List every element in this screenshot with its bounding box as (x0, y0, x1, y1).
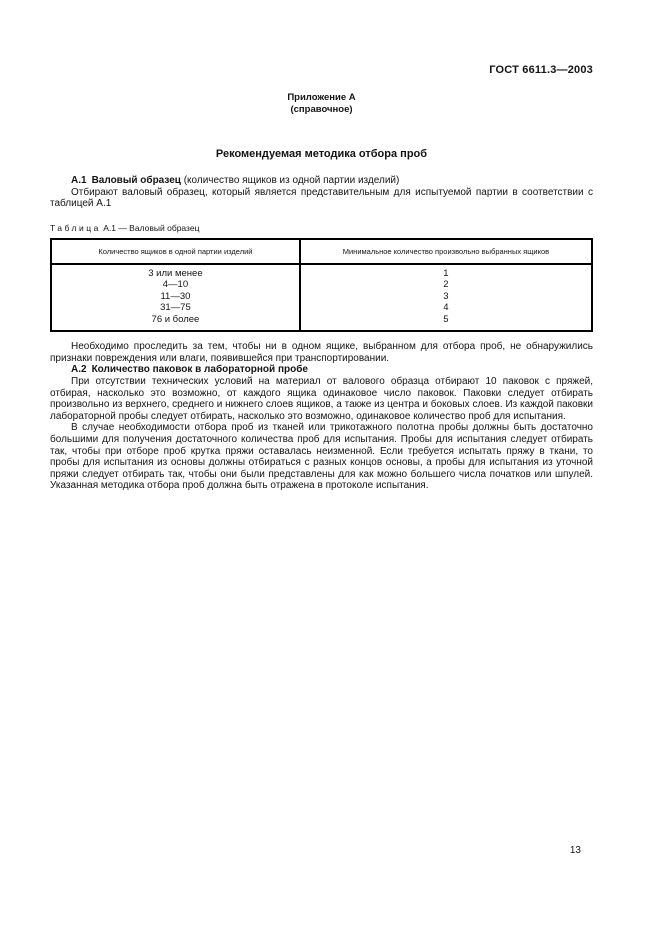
section-a1-title: Валовый образец (91, 175, 181, 186)
annex-type: (справочное) (290, 103, 353, 115)
table-caption (50, 223, 593, 233)
section-a1-title-note: (количество ящиков из одной партии изделий) (183, 175, 400, 186)
paragraph-a2-2: В случае необходимости отбора проб из тканей или трикотажного полотна пробы должны быть достаточно большими для получения достаточного количества проб для испытания. Пробы для испытания следует отбирать так, чтобы при отборе проб крутка пряжи оставалась неизменной. Если требуется испытать пряжу в ткани, то пробы для испытания из основы должны отбираться с разных концов основы, а пробы для испытания из уточной пряжи следует отбирать так, чтобы они были представлены для как можно большего числа початков или шпулей. Указанная методика отбора проб должна быть отражена в протоколе испытания. (50, 422, 593, 492)
table-a1 (50, 238, 593, 333)
section-a2-title: Количество паковок в лабораторной пробе (91, 364, 308, 376)
table-cell: 2 (443, 279, 449, 291)
table-cell: 11—30 (51, 291, 300, 303)
table-cell: 4—10 (51, 279, 300, 291)
table-cell: 3 (443, 290, 449, 302)
table-caption-word: Таблица (50, 222, 101, 233)
table-cell: 4 (443, 302, 449, 314)
table-row (51, 302, 592, 314)
table-header-row (51, 239, 592, 264)
page-number: 13 (569, 845, 581, 856)
table-row (51, 279, 592, 291)
table-cell: 76 и более (51, 314, 300, 332)
paragraph-a1: Отбирают валовый образец, который является представительным для испытуемой партии в соответствии с таблицей А.1 (50, 186, 593, 210)
table-row (51, 291, 592, 303)
table-cell: 1 (443, 267, 449, 279)
section-a2-heading (50, 364, 593, 376)
table-row (51, 314, 592, 332)
section-a1-heading (50, 175, 593, 187)
paragraph-inspection-note: Необходимо проследить за тем, чтобы ни в одном ящике, выбранном для отбора проб, не обнаружились признаки повреждения или влаги, появившейся при транспортировании. (50, 341, 593, 364)
column-header-min-boxes: Минимальное количество произвольно выбранных ящиков (300, 239, 592, 264)
doc-code: ГОСТ 6611.3—2003 (489, 64, 593, 76)
document-body (50, 175, 593, 492)
page-title: Рекомендуемая методика отбора проб (215, 148, 428, 160)
table-cell: 3 или менее (51, 264, 300, 280)
annex-title: Приложение А (287, 92, 356, 103)
table-row (51, 264, 592, 280)
section-a1-number: А.1 (71, 175, 87, 186)
table-caption-rest: А.1 — Валовый образец (103, 222, 200, 233)
column-header-boxes-in-lot: Количество ящиков в одной партии изделий (51, 239, 300, 264)
table-cell: 5 (443, 313, 449, 325)
section-a2-number: А.2 (71, 364, 87, 376)
annex-heading (50, 92, 593, 115)
table-cell: 31—75 (51, 302, 300, 314)
paragraph-a2-1: При отсутствии технических условий на материал от валового образца отбирают 10 паковок с пряжей, отбирая, насколько это возможно, от каждого ящика одинаковое число паковок. Паковки следует отбирать произвольно из верхнего, среднего и нижнего слоев ящиков, а также из центра и боковых слоев. Из каждой паковки лабораторной пробы следует отбирать, насколько это возможно, одинаковое количество проб для испытания. (50, 376, 593, 422)
